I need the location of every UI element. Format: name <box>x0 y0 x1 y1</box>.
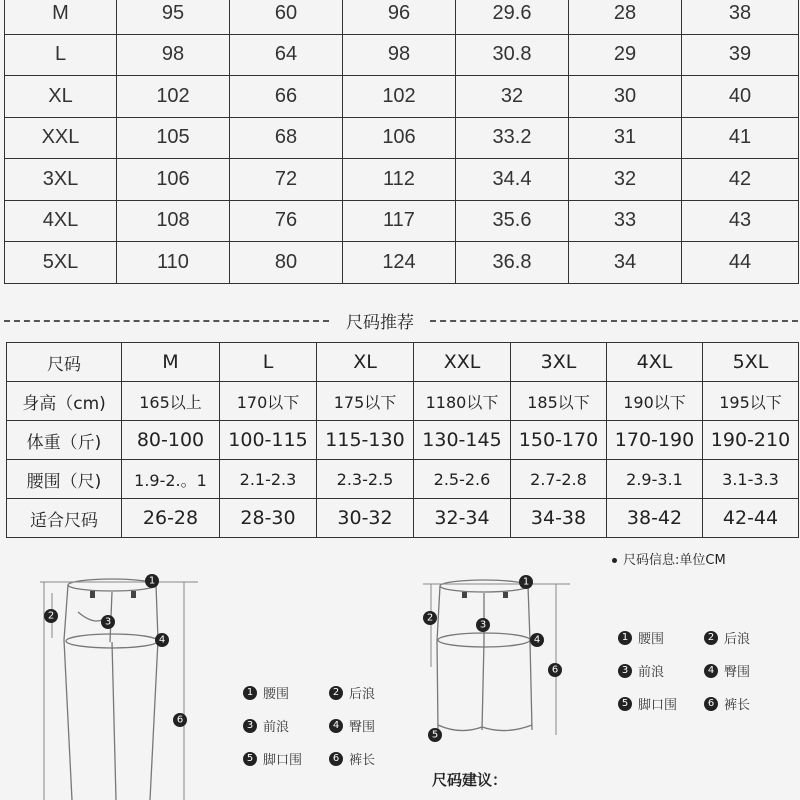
recommendation-cell: 100-115 <box>220 421 317 460</box>
recommendation-cell: 34-38 <box>511 499 607 538</box>
recommendation-cell: 2.5-2.6 <box>414 460 511 499</box>
size-table-cell: 102 <box>343 76 456 118</box>
number-5-icon: 5 <box>618 697 632 711</box>
marker-4: 4 <box>533 634 541 646</box>
size-table-cell: 95 <box>117 0 230 34</box>
size-table-cell: 32 <box>569 159 682 201</box>
legend-long-pants <box>243 683 409 768</box>
legend-label: 前浪 <box>638 665 665 680</box>
legend-label: 脚口围 <box>263 753 303 768</box>
dashed-divider-left <box>4 320 329 322</box>
recommendation-cell: 3XL <box>511 343 607 382</box>
size-table-cell: 4XL <box>5 200 117 242</box>
size-table-cell: 96 <box>343 0 456 34</box>
marker-6: 6 <box>551 664 559 676</box>
legend-label: 后浪 <box>724 632 751 647</box>
size-table-cell: 112 <box>343 159 456 201</box>
recommendation-cell: XXL <box>414 343 511 382</box>
size-recommendation-table <box>6 342 799 538</box>
number-2-icon: 2 <box>704 631 718 645</box>
size-table-cell: 72 <box>230 159 343 201</box>
recommendation-cell: 2.3-2.5 <box>317 460 414 499</box>
recommendation-cell: 170以下 <box>220 382 317 421</box>
size-table-cell: 5XL <box>5 242 117 284</box>
size-table-cell: 44 <box>682 242 799 284</box>
size-table-cell: 117 <box>343 200 456 242</box>
legend-item <box>704 694 784 713</box>
number-3-icon: 3 <box>243 719 257 733</box>
legend-label: 脚口围 <box>638 698 678 713</box>
recommendation-cell: 30-32 <box>317 499 414 538</box>
marker-1: 1 <box>148 575 156 587</box>
marker-6: 6 <box>176 714 184 726</box>
recommendation-cell: 1180以下 <box>414 382 511 421</box>
legend-item <box>243 749 329 768</box>
recommendation-cell: 26-28 <box>122 499 220 538</box>
legend-label: 腰围 <box>263 687 290 702</box>
legend-shorts <box>618 628 784 713</box>
recommendation-row-header: 适合尺码 <box>7 499 122 538</box>
recommendation-cell: 5XL <box>703 343 799 382</box>
number-3-icon: 3 <box>618 664 632 678</box>
size-table-cell: 80 <box>230 242 343 284</box>
marker-2: 2 <box>47 610 55 622</box>
size-table-cell: L <box>5 34 117 76</box>
recommendation-cell: 2.1-2.3 <box>220 460 317 499</box>
recommendation-cell: 185以下 <box>511 382 607 421</box>
recommendation-row <box>7 382 799 421</box>
size-table-cell: 29 <box>569 34 682 76</box>
size-table-cell: 33.2 <box>456 117 569 159</box>
size-table-cell: 38 <box>682 0 799 34</box>
recommendation-cell: 130-145 <box>414 421 511 460</box>
recommendation-cell: XL <box>317 343 414 382</box>
size-table-row <box>5 34 799 76</box>
size-advice-heading: 尺码建议： <box>432 771 508 789</box>
legend-item <box>243 683 329 702</box>
legend-label: 臀围 <box>349 720 376 735</box>
recommendation-cell: L <box>220 343 317 382</box>
marker-5: 5 <box>431 729 439 741</box>
section-title: 尺码推荐 <box>346 313 414 333</box>
size-table-cell: XXL <box>5 117 117 159</box>
size-table-cell: 106 <box>117 159 230 201</box>
size-table-cell: 35.6 <box>456 200 569 242</box>
recommendation-cell: 38-42 <box>607 499 703 538</box>
size-table-cell: 41 <box>682 117 799 159</box>
size-table-cell: 42 <box>682 159 799 201</box>
number-1-icon: 1 <box>618 631 632 645</box>
number-4-icon: 4 <box>329 719 343 733</box>
size-table-cell: 105 <box>117 117 230 159</box>
recommendation-row-header: 身高（cm) <box>7 382 122 421</box>
recommendation-cell: 150-170 <box>511 421 607 460</box>
size-table-cell: 98 <box>343 34 456 76</box>
size-table-cell: M <box>5 0 117 34</box>
recommendation-row-header: 体重（斤) <box>7 421 122 460</box>
size-table-cell: 28 <box>569 0 682 34</box>
size-table-cell: 3XL <box>5 159 117 201</box>
recommendation-cell: 165以上 <box>122 382 220 421</box>
legend-item <box>329 716 409 735</box>
marker-3: 3 <box>479 619 487 631</box>
recommendation-cell: 195以下 <box>703 382 799 421</box>
recommendation-cell: M <box>122 343 220 382</box>
bullet-icon <box>612 558 617 563</box>
recommendation-cell: 4XL <box>607 343 703 382</box>
recommendation-row <box>7 421 799 460</box>
recommendation-cell: 2.9-3.1 <box>607 460 703 499</box>
legend-item <box>704 661 784 680</box>
number-2-icon: 2 <box>329 686 343 700</box>
recommendation-cell: 32-34 <box>414 499 511 538</box>
number-4-icon: 4 <box>704 664 718 678</box>
size-table-cell: 68 <box>230 117 343 159</box>
recommendation-cell: 170-190 <box>607 421 703 460</box>
marker-1: 1 <box>522 576 530 588</box>
size-table-row <box>5 76 799 118</box>
recommendation-cell: 2.7-2.8 <box>511 460 607 499</box>
size-table-cell: 30 <box>569 76 682 118</box>
size-table-cell: 29.6 <box>456 0 569 34</box>
size-table-cell: 31 <box>569 117 682 159</box>
size-table-cell: 102 <box>117 76 230 118</box>
marker-3: 3 <box>104 616 112 628</box>
size-table-cell: 34.4 <box>456 159 569 201</box>
recommendation-row <box>7 499 799 538</box>
recommendation-cell: 175以下 <box>317 382 414 421</box>
size-table-cell: 34 <box>569 242 682 284</box>
recommendation-cell: 190-210 <box>703 421 799 460</box>
recommendation-cell: 115-130 <box>317 421 414 460</box>
recommendation-cell: 1.9-2.。1 <box>122 460 220 499</box>
legend-item <box>618 661 704 680</box>
legend-item <box>243 716 329 735</box>
size-table-cell: 39 <box>682 34 799 76</box>
legend-label: 前浪 <box>263 720 290 735</box>
size-table-cell: 108 <box>117 200 230 242</box>
size-info-text: 尺码信息:单位CM <box>623 553 726 568</box>
size-table-row <box>5 0 799 34</box>
recommendation-cell: 80-100 <box>122 421 220 460</box>
size-table-cell: 98 <box>117 34 230 76</box>
size-table-cell: 43 <box>682 200 799 242</box>
size-table-row <box>5 159 799 201</box>
size-table-cell: 76 <box>230 200 343 242</box>
legend-label: 腰围 <box>638 632 665 647</box>
size-table-row <box>5 117 799 159</box>
size-table-cell: 110 <box>117 242 230 284</box>
size-table-row <box>5 242 799 284</box>
recommendation-cell: 3.1-3.3 <box>703 460 799 499</box>
size-table-cell: 66 <box>230 76 343 118</box>
legend-item <box>704 628 784 647</box>
size-table-cell: 32 <box>456 76 569 118</box>
size-table-cell: 106 <box>343 117 456 159</box>
number-1-icon: 1 <box>243 686 257 700</box>
recommendation-row-header: 腰围（尺) <box>7 460 122 499</box>
size-table-cell: 40 <box>682 76 799 118</box>
legend-item <box>618 628 704 647</box>
size-table-cell: 124 <box>343 242 456 284</box>
size-table-row <box>5 200 799 242</box>
marker-4: 4 <box>158 634 166 646</box>
size-table-cell: 36.8 <box>456 242 569 284</box>
size-info-note <box>612 549 726 568</box>
number-5-icon: 5 <box>243 752 257 766</box>
recommendation-row <box>7 343 799 382</box>
legend-item <box>329 683 409 702</box>
size-table-cell: XL <box>5 76 117 118</box>
legend-item <box>618 694 704 713</box>
recommendation-cell: 28-30 <box>220 499 317 538</box>
marker-2: 2 <box>426 612 434 624</box>
size-table-cell: 64 <box>230 34 343 76</box>
dashed-divider-right <box>430 320 798 322</box>
number-6-icon: 6 <box>704 697 718 711</box>
size-table-cell: 60 <box>230 0 343 34</box>
legend-item <box>329 749 409 768</box>
number-6-icon: 6 <box>329 752 343 766</box>
recommendation-row <box>7 460 799 499</box>
legend-label: 裤长 <box>724 698 751 713</box>
recommendation-cell: 190以下 <box>607 382 703 421</box>
legend-label: 臀围 <box>724 665 751 680</box>
size-table-cell: 30.8 <box>456 34 569 76</box>
recommendation-cell: 42-44 <box>703 499 799 538</box>
shorts-marks <box>420 570 580 750</box>
recommendation-row-header: 尺码 <box>7 343 122 382</box>
size-table <box>4 0 799 284</box>
legend-label: 后浪 <box>349 687 376 702</box>
size-table-cell: 33 <box>569 200 682 242</box>
long-pants-marks <box>0 560 200 800</box>
legend-label: 裤长 <box>349 753 376 768</box>
